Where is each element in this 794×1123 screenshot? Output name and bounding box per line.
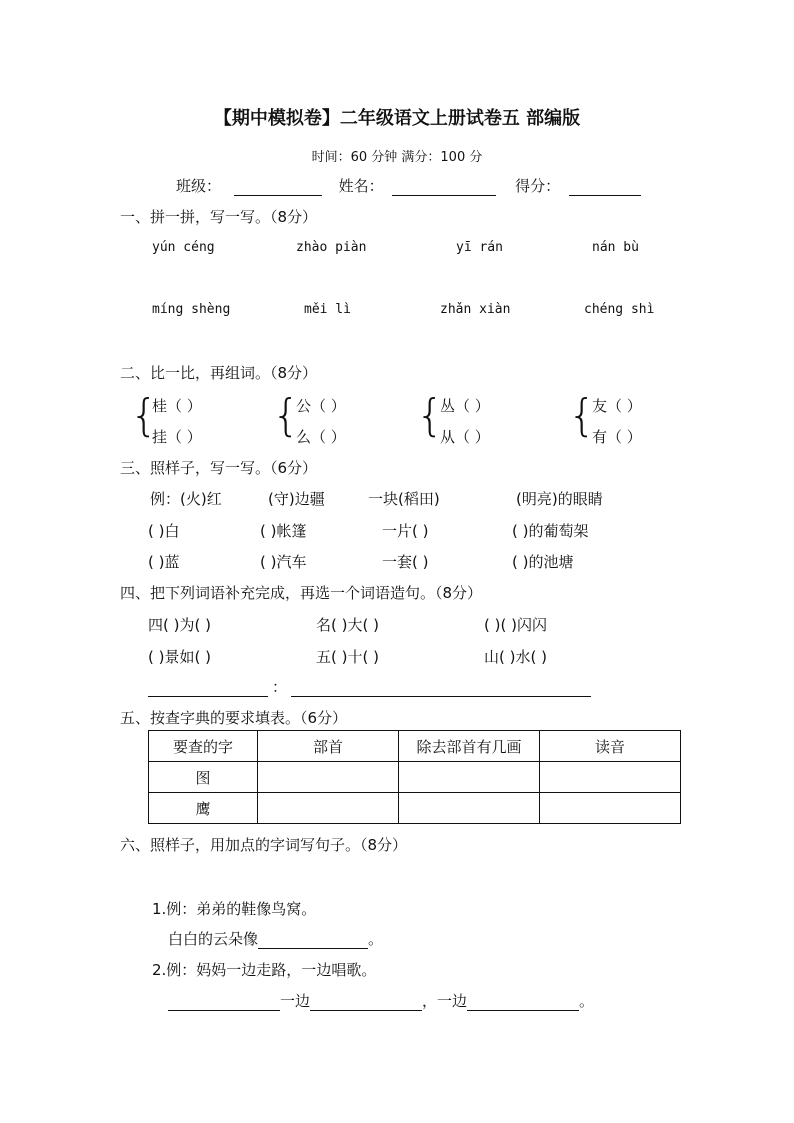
prompt-1-text: 白白的云朵像 xyxy=(168,930,259,948)
fill-phrase: ( )白 xyxy=(148,522,180,540)
fill-phrase: ( )汽车 xyxy=(260,553,307,571)
fill-phrase: ( )的池塘 xyxy=(512,553,574,571)
table-cell[interactable] xyxy=(399,762,540,793)
brace-icon: { xyxy=(568,390,596,441)
section-1-heading: 一、拼一拼，写一写。（8分） xyxy=(120,208,318,226)
example-phrase: (明亮)的眼睛 xyxy=(516,490,603,508)
brace-icon: { xyxy=(130,390,158,441)
table-cell[interactable] xyxy=(540,762,681,793)
chosen-word-blank[interactable] xyxy=(148,680,268,697)
section-5-heading: 五、按查字典的要求填表。（6分） xyxy=(120,709,348,727)
section-3-heading: 三、照样子，写一写。（6分） xyxy=(120,459,318,477)
brace-icon: { xyxy=(272,390,300,441)
table-row xyxy=(149,762,681,793)
sentence-line xyxy=(148,676,591,697)
section-2-heading: 二、比一比，再组词。（8分） xyxy=(120,364,318,382)
connector-text: 一边 xyxy=(280,992,311,1010)
idiom-fill: 五( )十( ) xyxy=(316,648,379,666)
fill-phrase: ( )帐篷 xyxy=(260,522,307,540)
period: 。 xyxy=(579,992,595,1010)
pinyin-item: yún céng xyxy=(152,240,215,255)
class-label: 班级： xyxy=(176,177,222,195)
answer-blank[interactable] xyxy=(467,994,579,1011)
table-header: 读音 xyxy=(540,731,681,762)
colon: ： xyxy=(272,678,288,696)
compare-word: 挂（ ） xyxy=(152,428,202,446)
table-cell[interactable] xyxy=(540,793,681,824)
compare-word: 公（ ） xyxy=(296,397,346,415)
table-cell[interactable] xyxy=(258,793,399,824)
idiom-fill: 山( )水( ) xyxy=(484,648,547,666)
dictionary-table xyxy=(148,730,681,824)
name-label: 姓名： xyxy=(338,177,384,195)
pinyin-item: zhào piàn xyxy=(296,240,367,255)
compare-word: 桂（ ） xyxy=(152,397,202,415)
pinyin-item: chéng shì xyxy=(584,302,655,317)
table-header: 要查的字 xyxy=(149,731,258,762)
answer-blank[interactable] xyxy=(258,932,368,949)
pinyin-item: yī rán xyxy=(456,240,503,255)
student-info-row xyxy=(176,175,641,196)
fill-phrase: 一套( ) xyxy=(382,553,429,571)
compare-word: 从（ ） xyxy=(440,428,490,446)
pinyin-item: nán bù xyxy=(592,240,639,255)
table-row xyxy=(149,793,681,824)
prompt-2-row xyxy=(168,990,594,1011)
fill-phrase: ( )蓝 xyxy=(148,553,180,571)
table-cell: 鹰 xyxy=(149,793,258,824)
example-phrase: 例：(火)红 xyxy=(150,490,222,508)
class-blank[interactable] xyxy=(234,179,322,196)
example-sentence-1: 1.例：弟弟的鞋像鸟窝。 xyxy=(152,900,317,918)
section-4-heading: 四、把下列词语补充完成，再选一个词语造句。（8分） xyxy=(120,584,483,602)
idiom-fill: ( )( )闪闪 xyxy=(484,616,547,634)
connector-text: ，一边 xyxy=(422,992,468,1010)
idiom-fill: 名( )大( ) xyxy=(316,616,379,634)
score-blank[interactable] xyxy=(569,179,641,196)
compare-word: 丛（ ） xyxy=(440,397,490,415)
brace-icon: { xyxy=(416,390,444,441)
table-header: 部首 xyxy=(258,731,399,762)
answer-blank[interactable] xyxy=(310,994,422,1011)
pinyin-item: míng shèng xyxy=(152,302,231,317)
section-6-heading: 六、照样子，用加点的字词写句子。（8分） xyxy=(120,836,408,854)
compare-word: 有（ ） xyxy=(592,428,642,446)
page-title: 【期中模拟卷】二年级语文上册试卷五 部编版 xyxy=(213,108,581,129)
exam-info: 时间：60 分钟 满分：100 分 xyxy=(311,150,483,165)
name-blank[interactable] xyxy=(392,179,496,196)
pinyin-item: zhǎn xiàn xyxy=(440,302,511,317)
compare-word: 么（ ） xyxy=(296,428,346,446)
prompt-1-row xyxy=(168,928,383,949)
answer-blank[interactable] xyxy=(168,994,280,1011)
example-phrase: (守)边疆 xyxy=(268,490,325,508)
pinyin-item: měi lì xyxy=(304,302,351,317)
period: 。 xyxy=(368,930,384,948)
idiom-fill: ( )景如( ) xyxy=(148,648,211,666)
idiom-fill: 四( )为( ) xyxy=(148,616,211,634)
table-cell[interactable] xyxy=(258,762,399,793)
score-label: 得分： xyxy=(515,177,561,195)
fill-phrase: 一片( ) xyxy=(382,522,429,540)
fill-phrase: ( )的葡萄架 xyxy=(512,522,589,540)
example-sentence-2: 2.例：妈妈一边走路，一边唱歌。 xyxy=(152,961,377,979)
sentence-blank[interactable] xyxy=(291,680,591,697)
example-phrase: 一块(稻田) xyxy=(368,490,440,508)
compare-word: 友（ ） xyxy=(592,397,642,415)
table-cell[interactable] xyxy=(399,793,540,824)
table-cell: 图 xyxy=(149,762,258,793)
table-header: 除去部首有几画 xyxy=(399,731,540,762)
table-header-row xyxy=(149,731,681,762)
